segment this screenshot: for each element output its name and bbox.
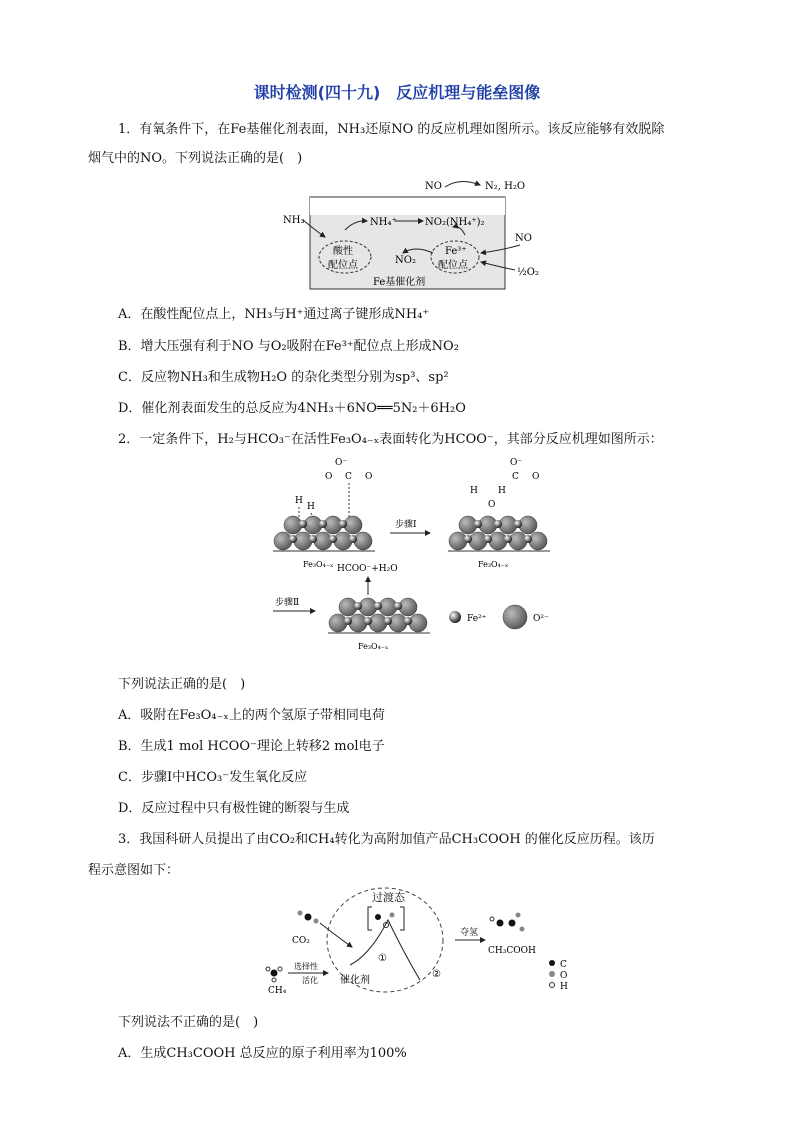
q1-n2-h2o: N₂, H₂O — [485, 181, 526, 192]
q3-legend-c: C — [560, 960, 567, 970]
svg-text:O: O — [325, 472, 333, 482]
surface-right — [448, 458, 550, 569]
q3-legend-o: O — [560, 971, 568, 981]
q3-legend-h: H — [560, 982, 568, 992]
q3-select-2: 活化 — [302, 976, 318, 985]
q3-seize-h: 夺氢 — [460, 928, 479, 938]
q1-catalyst-label: Fe基催化剂 — [373, 277, 426, 288]
q3-catalyst: 催化剂 — [340, 975, 370, 986]
q3-transition: 过渡态 — [372, 891, 405, 904]
svg-text:O: O — [365, 472, 373, 482]
q1-acid-site-1: 酸性 — [333, 246, 353, 257]
svg-text:O⁻: O⁻ — [510, 458, 523, 468]
q3-mechanism-figure — [260, 885, 580, 1000]
q1-option-d: D．催化剂表面发生的总反应为4NH₃＋6NO══5N₂＋6H₂O — [118, 401, 466, 416]
svg-text:H: H — [498, 486, 506, 496]
svg-text:O⁻: O⁻ — [335, 458, 348, 468]
q3-prompt: 下列说法不正确的是( ) — [118, 1015, 259, 1030]
q2-option-d: D．反应过程中只有极性键的断裂与生成 — [118, 801, 350, 816]
q2-surface-label-right: Fe₃O₄₋ₓ — [478, 560, 509, 569]
q1-no2-nh4: NO₂(NH₄⁺)₂ — [425, 217, 485, 228]
svg-text:C: C — [345, 472, 352, 482]
legend-o-ball — [503, 605, 527, 629]
page-title: 课时检测(四十九) 反应机理与能垒图像 — [253, 83, 541, 102]
q3-co2: CO₂ — [292, 936, 310, 946]
q2-surface-label-bottom: Fe₃O₄₋ₓ — [358, 642, 389, 651]
q2-option-c: C．步骤Ⅰ中HCO₃⁻发生氧化反应 — [118, 770, 308, 785]
q2-legend-o: O²⁻ — [533, 614, 549, 624]
q3-step2: ② — [432, 969, 441, 980]
q1-stem-line2: 烟气中的NO。下列说法正确的是( ) — [88, 151, 303, 166]
q2-stem: 2．一定条件下，H₂与HCO₃⁻在活性Fe₃O₄₋ₓ表面转化为HCOO⁻，其部分反应机理如图所示： — [118, 432, 663, 447]
surface-bottom — [328, 577, 430, 651]
q1-fe-site-2: 配位点 — [438, 260, 468, 271]
q3-ch4: CH₄ — [268, 986, 287, 996]
svg-text:O: O — [532, 472, 540, 482]
q3-product: CH₃COOH — [488, 946, 536, 956]
q2-option-b: B．生成1 mol HCOO⁻理论上转移2 mol电子 — [118, 739, 385, 754]
q1-acid-site-2: 配位点 — [328, 260, 358, 271]
legend-fe-ball — [449, 611, 461, 623]
q3-option-a: A．生成CH₃COOH 总反应的原子利用率为100% — [118, 1046, 407, 1061]
q2-step2: 步骤Ⅱ — [275, 598, 300, 608]
q2-product: HCOO⁻+H₂O — [337, 564, 398, 574]
q1-mechanism-figure — [275, 175, 555, 295]
q1-option-c: C．反应物NH₃和生成物H₂O 的杂化类型分别为sp³、sp² — [118, 370, 449, 385]
q1-stem-line1: 1．有氧条件下，在Fe基催化剂表面，NH₃还原NO 的反应机理如图所示。该反应能够有效脱除 — [118, 122, 665, 137]
q1-fe-site-1: Fe³⁺ — [445, 246, 467, 257]
svg-text:O: O — [488, 500, 496, 510]
q2-prompt: 下列说法正确的是( ) — [118, 677, 246, 692]
q1-no2: NO₂ — [395, 255, 416, 266]
q1-no-top: NO — [425, 181, 442, 192]
q3-step1: ① — [378, 953, 387, 964]
q1-option-b: B．增大压强有利于NO 与O₂吸附在Fe³⁺配位点上形成NO₂ — [118, 339, 459, 354]
svg-text:C: C — [512, 472, 519, 482]
svg-text:H: H — [470, 486, 478, 496]
q2-step1: 步骤Ⅰ — [395, 520, 417, 530]
q1-nh3: NH₃ — [283, 215, 305, 226]
q2-option-a: A．吸附在Fe₃O₄₋ₓ上的两个氢原子带相同电荷 — [118, 708, 385, 723]
svg-text:H: H — [307, 502, 315, 512]
q1-nh4: NH₄⁺ — [370, 217, 397, 228]
q1-option-a: A．在酸性配位点上，NH₃与H⁺通过离子键形成NH₄⁺ — [118, 307, 430, 322]
q2-mechanism-figure — [265, 455, 565, 665]
q2-surface-label-left: Fe₃O₄₋ₓ — [303, 560, 334, 569]
svg-text:H: H — [295, 496, 303, 506]
q3-select-1: 选择性 — [294, 962, 318, 971]
q3-stem-line2: 程示意图如下： — [88, 863, 180, 878]
surface-left — [273, 458, 375, 569]
q2-legend-fe: Fe²⁺ — [467, 614, 487, 624]
q3-stem-line1: 3．我国科研人员提出了由CO₂和CH₄转化为高附加值产品CH₃COOH 的催化反应历程。该历 — [118, 832, 655, 847]
q1-no-right: NO — [515, 233, 532, 244]
q1-half-o2: ½O₂ — [517, 267, 539, 278]
